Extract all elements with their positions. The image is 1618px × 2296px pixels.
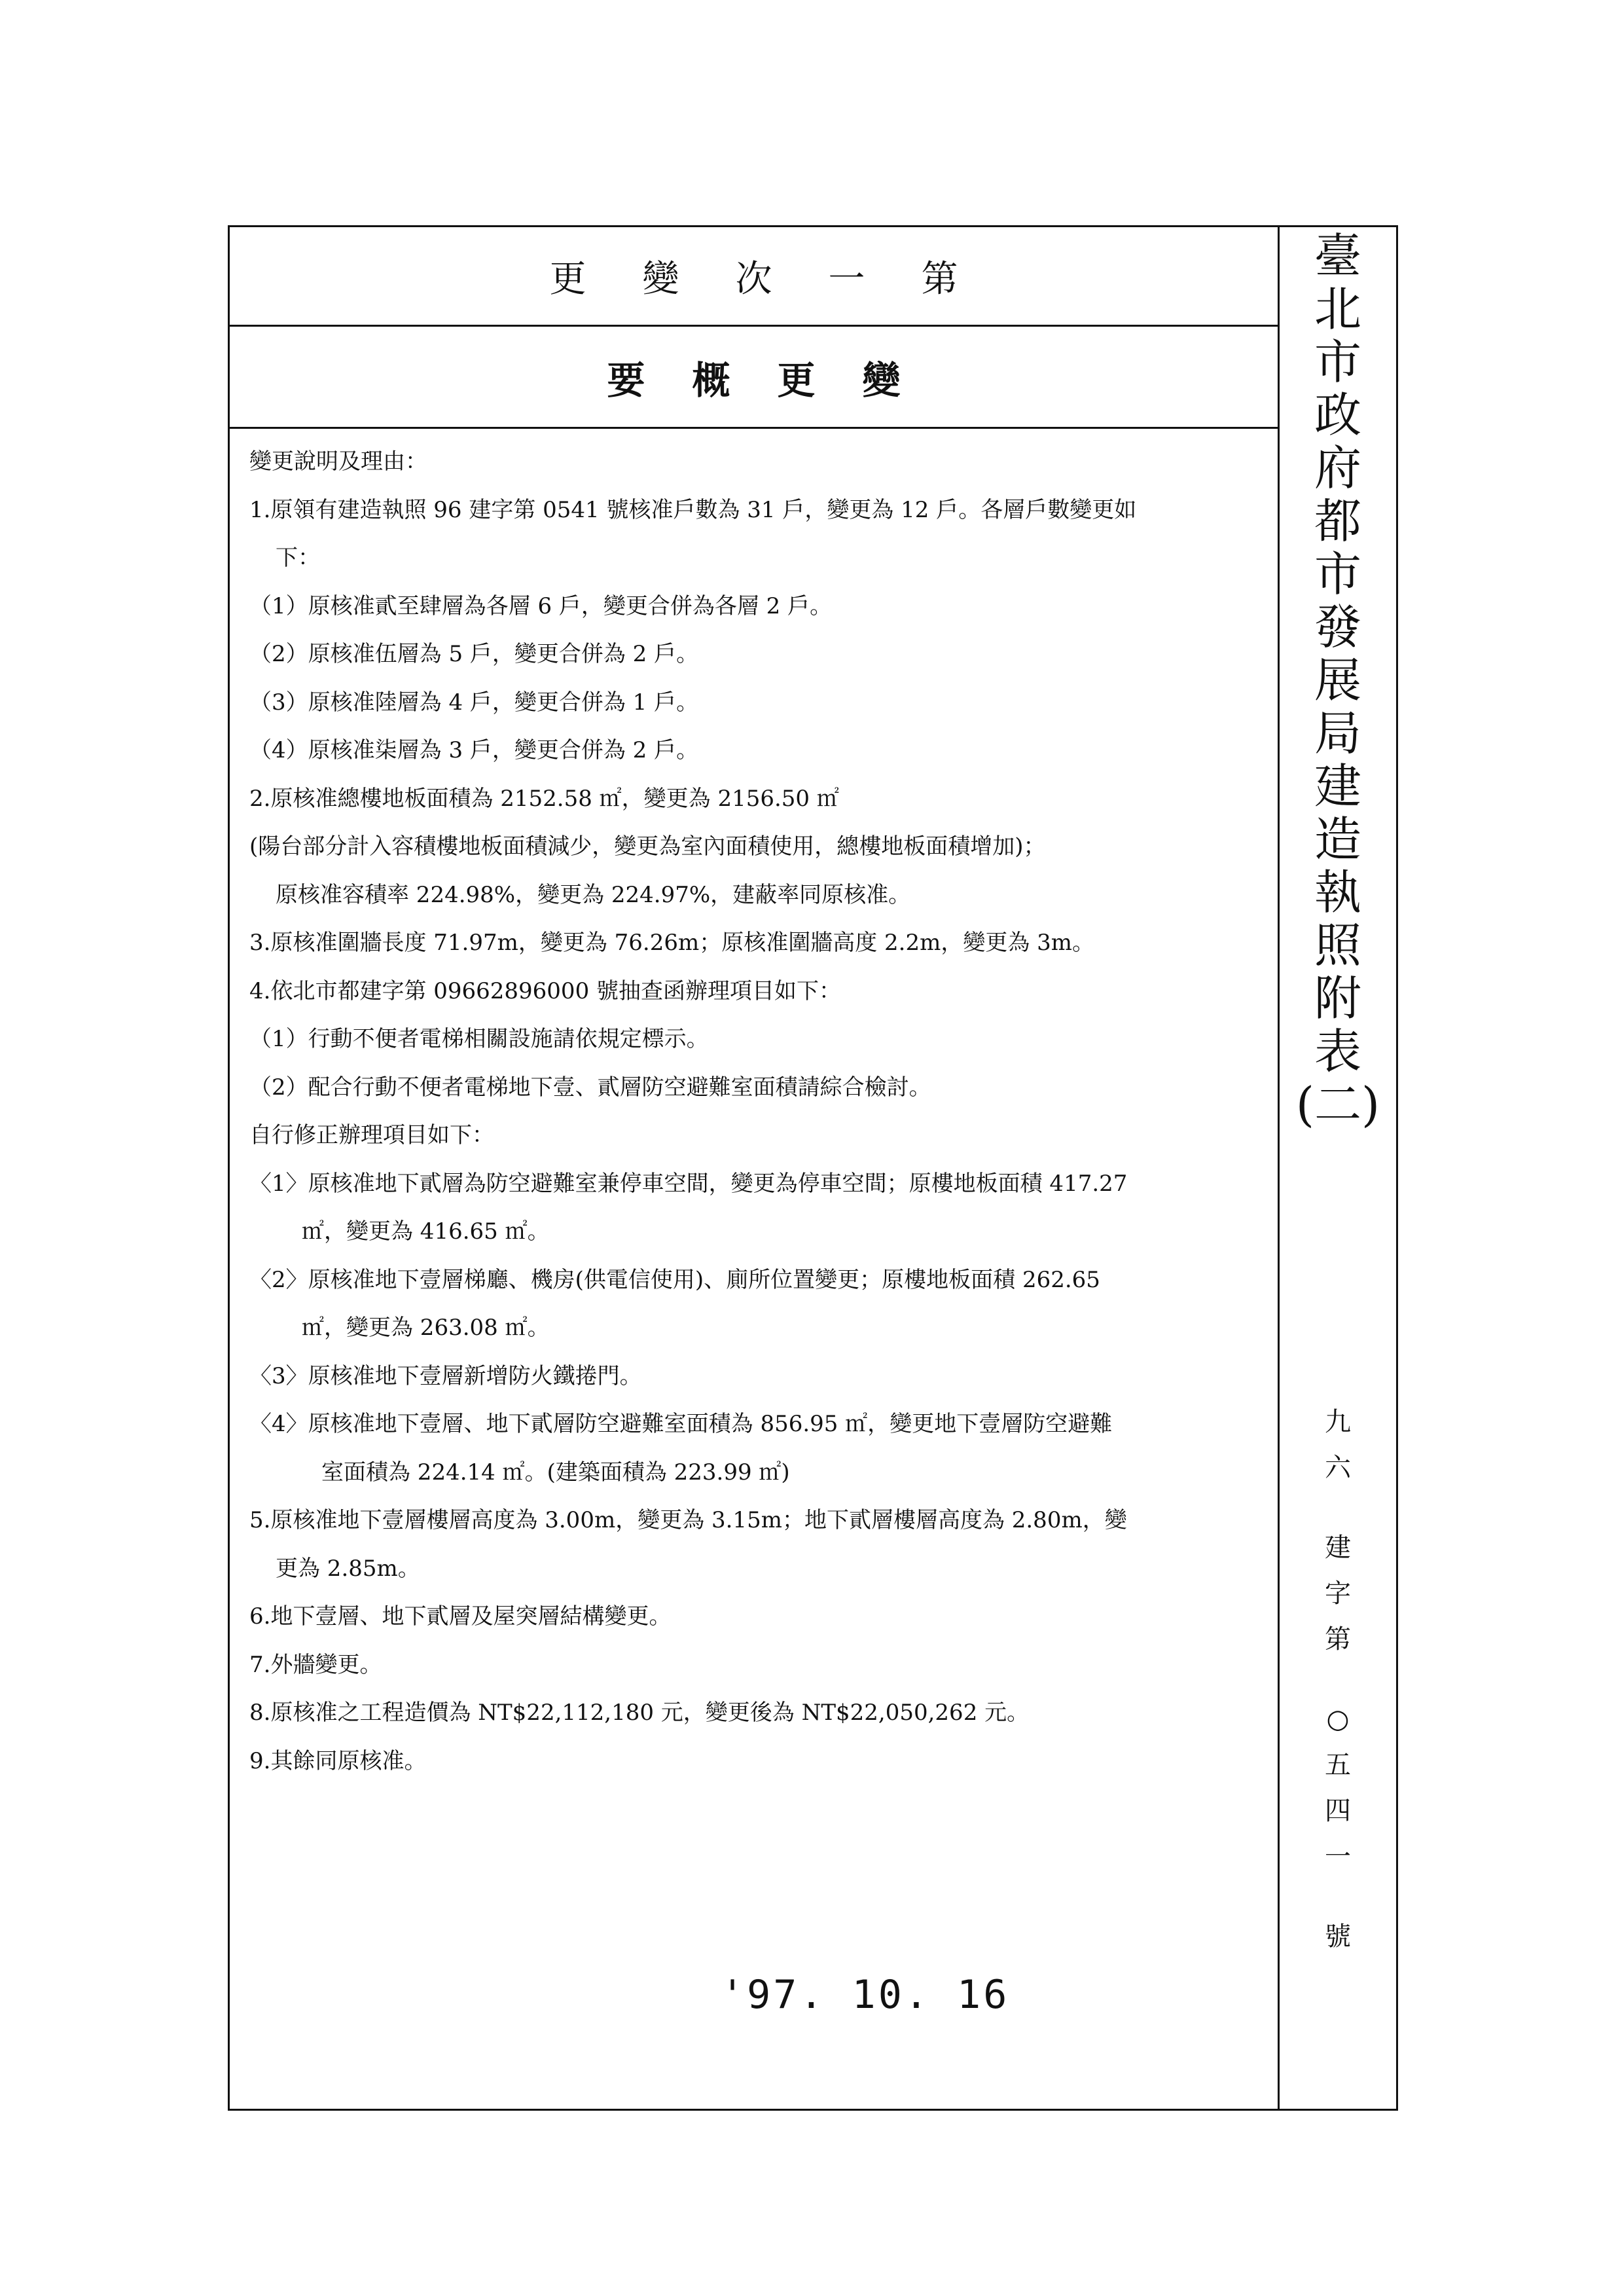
vertical-title-char: 附 (1314, 971, 1361, 1026)
vertical-title-char: 表 (1314, 1024, 1361, 1079)
permit-number-char: ○ (1326, 1704, 1350, 1734)
body-line: 變更說明及理由： (249, 448, 427, 475)
permit-number-char: 建 (1325, 1533, 1351, 1563)
body-line: 4.依北市都建字第 09662896000 號抽查函辦理項目如下： (249, 977, 842, 1004)
body-line: （2）原核准伍層為 5 戶，變更合併為 2 戶。 (249, 641, 699, 667)
body-line: 1.原領有建造執照 96 建字第 0541 號核准戶數為 31 戶，變更為 12 戶。各層戶數變更如 (249, 496, 1137, 523)
form-subtitle: 要概更變 (230, 327, 1278, 429)
permit-number-char: 第 (1325, 1624, 1351, 1654)
body-line: ㎡，變更為 416.65 ㎡。 (302, 1218, 550, 1245)
vertical-title-char: 市 (1314, 547, 1361, 602)
body-line: 更為 2.85m。 (276, 1555, 420, 1582)
vertical-title-char: 政 (1314, 388, 1361, 443)
vertical-title-char: 局 (1314, 706, 1361, 761)
permit-number-char (1280, 1662, 1396, 1696)
vertical-title-char: 府 (1314, 441, 1361, 496)
body-line: 5.原核准地下壹層樓層高度為 3.00m，變更為 3.15m；地下貳層樓層高度為 2.80m，變 (249, 1507, 1127, 1533)
body-line: （4）原核准柒層為 3 戶，變更合併為 2 戶。 (249, 737, 699, 763)
vertical-title (1280, 230, 1396, 1131)
permit-number-char (1280, 1880, 1396, 1914)
body-line: 〈2〉原核准地下壹層梯廳、機房(供電信使用)、廁所位置變更；原樓地板面積 262.65 (249, 1266, 1100, 1293)
vertical-title-char: 造 (1314, 812, 1361, 867)
permit-number-char: 一 (1325, 1842, 1351, 1872)
permit-number-char: 九 (1325, 1407, 1351, 1437)
vertical-title-char: 北 (1314, 282, 1361, 337)
change-description (249, 438, 1264, 1785)
body-line: 〈4〉原核准地下壹層、地下貳層防空避難室面積為 856.95 ㎡，變更地下壹層防空避難 (249, 1411, 1113, 1437)
body-line: 〈3〉原核准地下壹層新增防火鐵捲門。 (249, 1362, 642, 1389)
vertical-title-char: 照 (1314, 918, 1361, 973)
body-line: （3）原核准陸層為 4 戶，變更合併為 1 戶。 (249, 689, 699, 716)
body-line: 6.地下壹層、地下貳層及屋突層結構變更。 (249, 1603, 672, 1630)
vertical-title-char: 臺 (1314, 228, 1361, 283)
stamp-date: '97. 10. 16 (721, 1972, 1010, 2018)
body-line: 自行修正辦理項目如下： (249, 1122, 494, 1148)
vertical-title-char: 都 (1314, 494, 1361, 549)
vertical-title-char: 市 (1314, 335, 1361, 390)
body-line: 下： (276, 545, 320, 571)
body-line: (陽台部分計入容積樓地板面積減少，變更為室內面積使用，總樓地板面積增加)； (249, 833, 1046, 860)
body-line: 2.原核准總樓地板面積為 2152.58 ㎡，變更為 2156.50 ㎡ (249, 785, 839, 812)
body-line: 室面積為 224.14 ㎡。(建築面積為 223.99 ㎡) (321, 1459, 790, 1485)
body-line: （2）配合行動不便者電梯地下壹、貳層防空避難室面積請綜合檢討。 (249, 1074, 931, 1101)
vertical-title-char: 執 (1314, 865, 1361, 920)
form-frame (228, 225, 1398, 2111)
vertical-title-char: 建 (1314, 759, 1361, 814)
body-line: 原核准容積率 224.98%，變更為 224.97%，建蔽率同原核准。 (276, 881, 911, 908)
body-line: 9.其餘同原核准。 (249, 1747, 427, 1774)
side-column (1280, 227, 1396, 2109)
main-column (230, 227, 1280, 2109)
body-line: 7.外牆變更。 (249, 1651, 382, 1678)
body-line: （1）行動不便者電梯相關設施請依規定標示。 (249, 1026, 709, 1052)
vertical-title-char: 發 (1314, 600, 1361, 655)
body-line: 8.原核准之工程造價為 NT$22,112,180 元，變更後為 NT$22,050,262 元。 (249, 1700, 1030, 1726)
body-line: ㎡，變更為 263.08 ㎡。 (302, 1315, 550, 1341)
body-line: 3.原核准圍牆長度 71.97m，變更為 76.26m；原核准圍牆高度 2.2m，變更為 3m。 (249, 930, 1095, 956)
body-line: （1）原核准貳至肆層為各層 6 戶，變更合併為各層 2 戶。 (249, 592, 833, 619)
vertical-title-char: (二) (1295, 1077, 1380, 1132)
permit-number-char: 五 (1325, 1750, 1351, 1780)
permit-number-char: 字 (1325, 1578, 1351, 1609)
body-line: 〈1〉原核准地下貳層為防空避難室兼停車空間，變更為停車空間；原樓地板面積 417.27 (249, 1170, 1128, 1197)
vertical-title-char: 展 (1314, 653, 1361, 708)
permit-number-char: 四 (1325, 1796, 1351, 1826)
permit-number-char (1280, 1491, 1396, 1525)
form-title: 更變次一第 (230, 227, 1278, 327)
permit-number (1280, 1399, 1396, 1959)
permit-number-char: 號 (1325, 1922, 1351, 1952)
permit-number-char: 六 (1325, 1453, 1351, 1483)
